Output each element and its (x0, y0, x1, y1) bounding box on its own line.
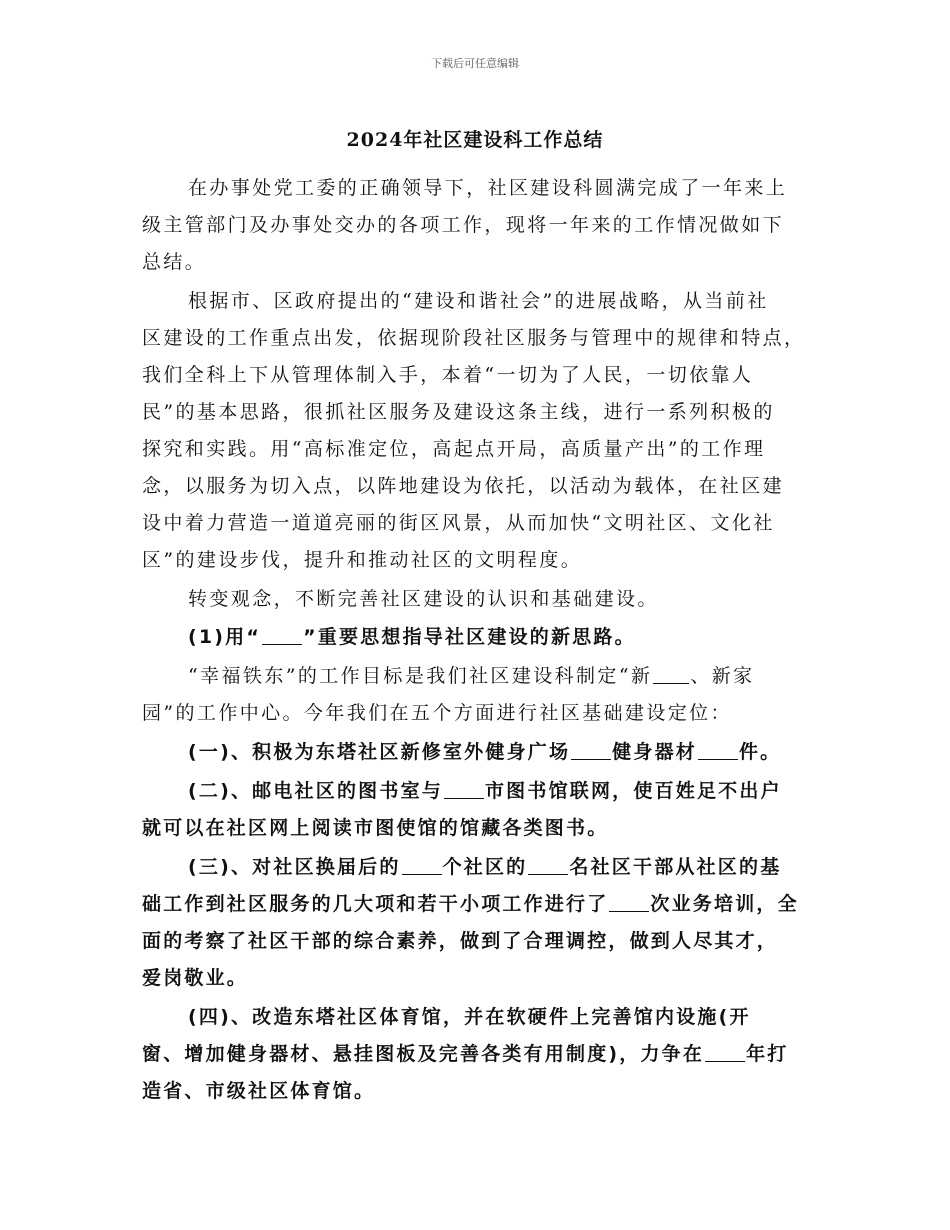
heading-text: (1)用“ (188, 626, 262, 648)
item-text: (三)、对社区换届后的 (188, 856, 401, 878)
item-text: (二)、邮电社区的图书室与 (188, 780, 443, 802)
list-item-line: 面的考察了社区干部的综合素养，做到了合理调控，做到人尽其才， (142, 930, 779, 952)
fill-blank (705, 1043, 745, 1062)
paragraph-line: 根据市、区政府提出的“建设和谐社会”的进展战略，从当前社 (188, 290, 769, 312)
paragraph-line: 探究和实践。用“高标准定位，高起点开局，高质量产出”的工作理 (142, 438, 766, 460)
list-item: (四)、改造东塔社区体育馆，并在软硬件上完善馆内设施(开 (188, 1006, 751, 1028)
fill-blank (571, 741, 611, 760)
paragraph-line: 在办事处党工委的正确领导下，社区建设科圆满完成了一年来上 (188, 177, 788, 199)
download-note: 下载后可任意编辑 (431, 57, 519, 70)
item-text: 次业务培训，全 (650, 893, 799, 915)
paragraph-line: 区建设的工作重点出发，依据现阶段社区服务与管理中的规律和特点， (142, 327, 806, 349)
paragraph-line: 转变观念，不断完善社区建设的认识和基础建设。 (188, 588, 659, 610)
list-item-line (142, 1039, 789, 1066)
document-title: 2024年社区建设科工作总结 (346, 129, 604, 151)
list-item (188, 852, 781, 879)
item-text: 件。 (738, 741, 782, 763)
item-text: 名社区干部从社区的基 (569, 856, 782, 878)
paragraph-line: 设中着力营造一道道亮丽的街区风景，从而加快“文明社区、文化社 (142, 512, 775, 534)
paragraph-line: 区”的建设步伐，提升和推动社区的文明程度。 (142, 549, 583, 571)
item-text: 健身器材 (612, 741, 697, 763)
item-text: 年打 (746, 1043, 789, 1065)
fill-blank (609, 893, 649, 912)
fill-blank (402, 856, 442, 875)
item-text: 个社区的 (442, 856, 528, 878)
fill-blank (444, 780, 484, 799)
paragraph-line: 民”的基本思路，很抓社区服务及建设这条主线，进行一系列积极的 (142, 401, 775, 423)
fill-blank (653, 665, 689, 684)
item-text: (一)、积极为东塔社区新修室外健身广场 (188, 741, 571, 763)
item-text: 窗、增加健身器材、悬挂图板及完善各类有用制度)，力争在 (142, 1043, 705, 1065)
fill-blank (698, 741, 738, 760)
fill-blank (262, 626, 302, 645)
list-item-line: 造省、市级社区体育馆。 (142, 1080, 376, 1102)
paragraph-line (188, 661, 755, 688)
heading-text: ”重要思想指导社区建设的新思路。 (303, 626, 636, 648)
item-text: 市图书馆联网，使百姓足不出户 (484, 780, 782, 802)
paragraph-line: 念，以服务为切入点，以阵地建设为依托，以活动为载体，在社区建 (142, 475, 785, 497)
list-item (188, 776, 782, 803)
section-heading (188, 622, 636, 649)
list-item-line (142, 889, 799, 916)
line-text: 、新家 (690, 665, 755, 687)
list-item (188, 737, 781, 764)
line-text: “幸福铁东”的工作目标是我们社区建设科制定“新 (188, 665, 653, 687)
paragraph-line: 我们全科上下从管理体制入手，本着“一切为了人民，一切依靠人 (142, 364, 754, 386)
paragraph-line: 总结。 (142, 251, 207, 273)
paragraph-line: 园”的工作中心。今年我们在五个方面进行社区基础建设定位： (142, 702, 732, 724)
paragraph-line: 级主管部门及办事处交办的各项工作，现将一年来的工作情况做如下 (142, 214, 785, 236)
fill-blank (528, 856, 568, 875)
list-item-line: 爱岗敬业。 (142, 967, 249, 989)
list-item-line: 就可以在社区网上阅读市图使馆的馆藏各类图书。 (142, 817, 609, 839)
item-text: 础工作到社区服务的几大项和若干小项工作进行了 (142, 893, 609, 915)
